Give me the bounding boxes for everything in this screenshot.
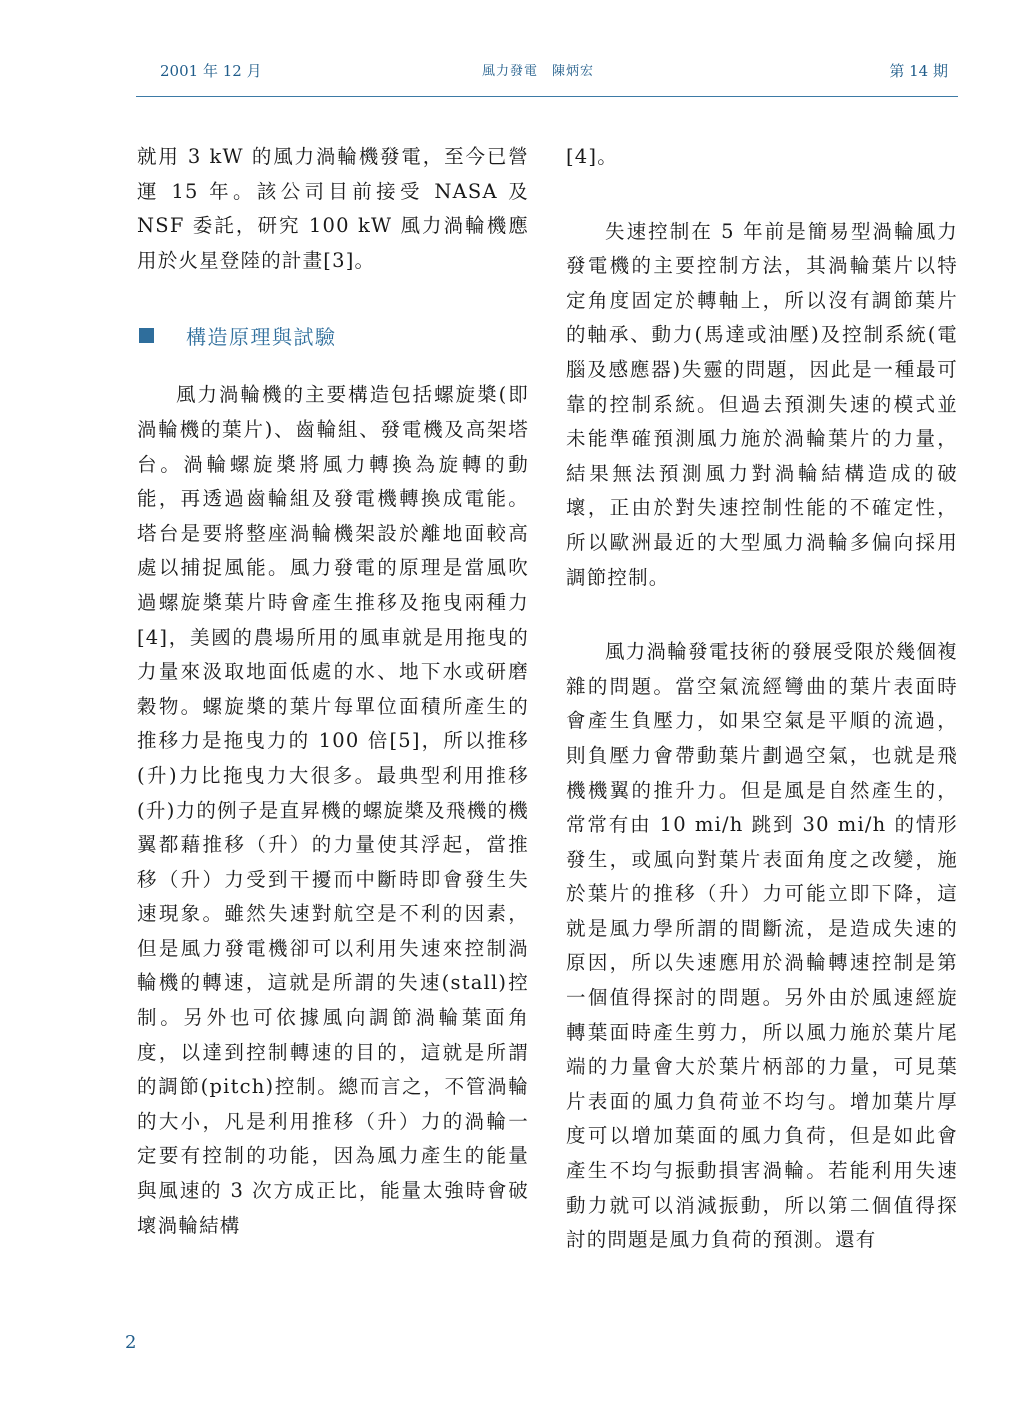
header-issue: 第 14 期	[889, 62, 948, 80]
right-column	[566, 140, 958, 1298]
structure-paragraph: 風力渦輪機的主要構造包括螺旋槳(即渦輪機的葉片)、齒輪組、發電機及高架塔台。渦輪螺旋槳將風力轉換為旋轉的動能，再透過齒輪組及發電機轉換成電能。塔台是要將整座渦輪機架設於離地面較高處以捕捉風能。風力發電的原理是當風吹過螺旋槳葉片時會產生推移及拖曳兩種力[4]，美國的農場所用的風車就是用拖曳的力量來汲取地面低處的水、地下水或研磨穀物。螺旋槳的葉片每單位面積所產生的推移力是拖曳力的 100 倍[5]，所以推移(升)力比拖曳力大很多。最典型利用推移(升)力的例子是直昇機的螺旋槳及飛機的機翼都藉推移（升）的力量使其浮起，當推移（升）力受到干擾而中斷時即會發生失速現象。雖然失速對航空是不利的因素，但是風力發電機卻可以利用失速來控制渦輪機的轉速，這就是所謂的失速(stall)控制。另外也可依據風向調節渦輪葉面角度，以達到控制轉速的目的，這就是所謂的調節(pitch)控制。總而言之，不管渦輪的大小，凡是利用推移（升）力的渦輪一定要有控制的功能，因為風力產生的能量與風速的 3 次方成正比，能量太強時會破壞渦輪結構	[137, 383, 529, 1237]
continuation-text: [4]。	[566, 145, 618, 168]
square-bullet-icon	[139, 328, 154, 343]
page-number: 2	[125, 1332, 137, 1353]
intro-paragraph: 就用 3 kW 的風力渦輪機發電，至今已營運 15 年。該公司目前接受 NASA 及 NSF 委託，研究 100 kW 風力渦輪機應用於火星登陸的計畫[3]。	[137, 145, 529, 272]
header-date: 2001 年 12 月	[160, 62, 262, 80]
left-column	[137, 140, 529, 1283]
technology-limits-paragraph: 風力渦輪發電技術的發展受限於幾個複雜的問題。當空氣流經彎曲的葉片表面時會產生負壓力，如果空氣是平順的流過，則負壓力會帶動葉片劃過空氣，也就是飛機機翼的推升力。但是風是自然產生的，常常有由 10 mi/h 跳到 30 mi/h 的情形發生，或風向對葉片表面角度之改變，施於葉片的推移（升）力可能立即下降，這就是風力學所謂的間斷流，是造成失速的原因，所以失速應用於渦輪轉速控制是第一個值得探討的問題。另外由於風速經旋轉葉面時產生剪力，所以風力施於葉片尾端的力量會大於葉片柄部的力量，可見葉片表面的風力負荷並不均勻。增加葉片厚度可以增加葉面的風力負荷，但是如此會產生不均勻振動損害渦輪。若能利用失速動力就可以消減振動，所以第二個值得探討的問題是風力負荷的預測。還有	[566, 640, 958, 1252]
section-heading	[139, 318, 529, 352]
stall-control-paragraph: 失速控制在 5 年前是簡易型渦輪風力發電機的主要控制方法，其渦輪葉片以特定角度固定於轉軸上，所以沒有調節葉片的軸承、動力(馬達或油壓)及控制系統(電腦及感應器)失靈的問題，因此是一種最可靠的控制系統。但過去預測失速的模式並未能準確預測風力施於渦輪葉片的力量，結果無法預測風力對渦輪結構造成的破壞，正由於對失速控制性能的不確定性，所以歐洲最近的大型風力渦輪多偏向採用調節控制。	[566, 219, 958, 589]
section-title: 構造原理與試驗	[186, 324, 337, 349]
header-rule	[136, 96, 958, 97]
header-title: 風力發電 陳炳宏	[482, 64, 595, 79]
